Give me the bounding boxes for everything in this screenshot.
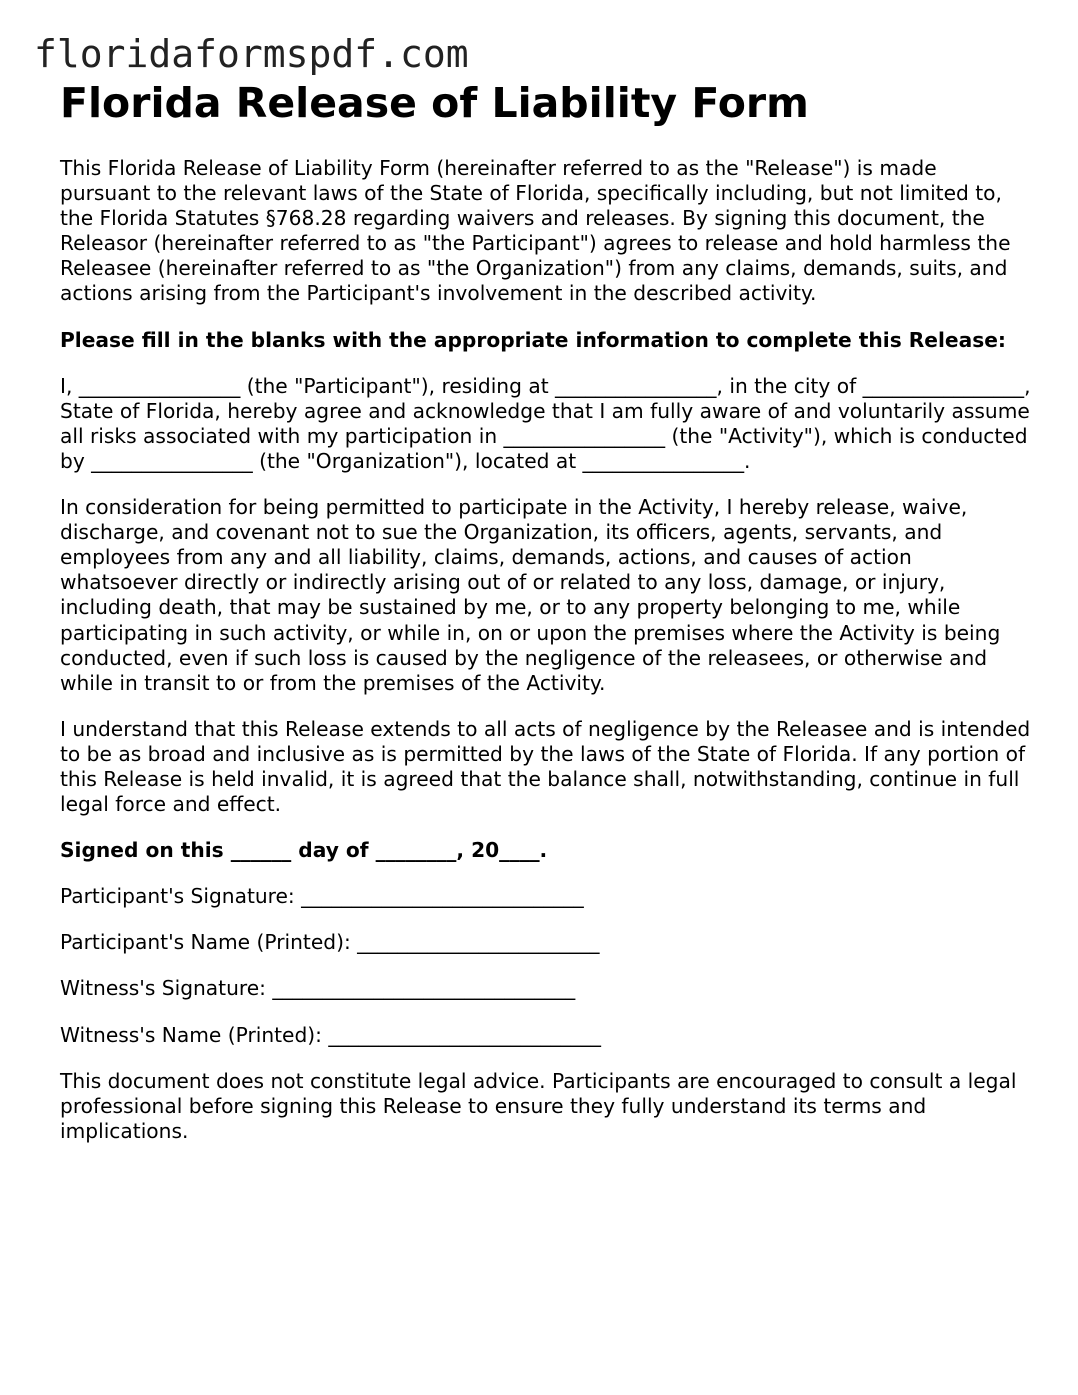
signed-date-line: Signed on this ______ day of ________, 20____. xyxy=(60,838,548,863)
document-title: Florida Release of Liability Form xyxy=(60,79,809,127)
negligence-clause: I understand that this Release extends to all acts of negligence by the Releasee and is intended to be as broad and inclusive as is permitted by the laws of the State of Florida. If any portion of this Release is held invalid, it is agreed that the balance shall, notwithstanding, continue in full legal force and effect. xyxy=(60,716,1031,817)
participant-name-line: Participant's Name (Printed): ________________________ xyxy=(60,930,600,955)
site-watermark: floridaformspdf.com xyxy=(34,32,469,76)
document-body xyxy=(60,156,1032,1165)
witness-signature-line: Witness's Signature: ______________________________ xyxy=(60,976,576,1001)
consideration-clause: In consideration for being permitted to participate in the Activity, I hereby release, waive, discharge, and covenant not to sue the Organization, its officers, agents, servants, and employees from any and all liability, claims, demands, actions, and causes of action whatsoever directly or indirectly arising out of or related to any loss, damage, or injury, including death, that may be sustained by me, or to any property belonging to me, while participating in such activity, or while in, on or upon the premises where the Activity is being conducted, even if such loss is caused by the negligence of the releasees, or otherwise and while in transit to or from the premises of the Activity. xyxy=(60,495,1001,695)
participant-clause: I, ________________ (the "Participant"), residing at ________________, in the city of ________________, State of Florida, hereby agree and acknowledge that I am fully aware of and voluntarily assume all risks associated with my participation in ________________ (the "Activity"), which is conducted by ________________ (the "Organization"), located at ________________. xyxy=(60,373,1031,473)
participant-signature-line: Participant's Signature: ____________________________ xyxy=(60,884,584,909)
witness-name-line: Witness's Name (Printed): ___________________________ xyxy=(60,1022,601,1047)
disclaimer-paragraph: This document does not constitute legal advice. Participants are encouraged to consult a legal professional before signing this Release to ensure they fully understand its terms and implications. xyxy=(60,1068,1017,1143)
intro-paragraph: This Florida Release of Liability Form (hereinafter referred to as the "Release") is made pursuant to the relevant laws of the State of Florida, specifically including, but not limited to, the Florida Statutes §768.28 regarding waivers and releases. By signing this document, the Releasor (hereinafter referred to as "the Participant") agrees to release and hold harmless the Releasee (hereinafter referred to as "the Organization") from any claims, demands, suits, and actions arising from the Participant's involvement in the described activity. xyxy=(60,156,1011,306)
instruction-paragraph: Please fill in the blanks with the appropriate information to complete this Release: xyxy=(60,327,1007,352)
